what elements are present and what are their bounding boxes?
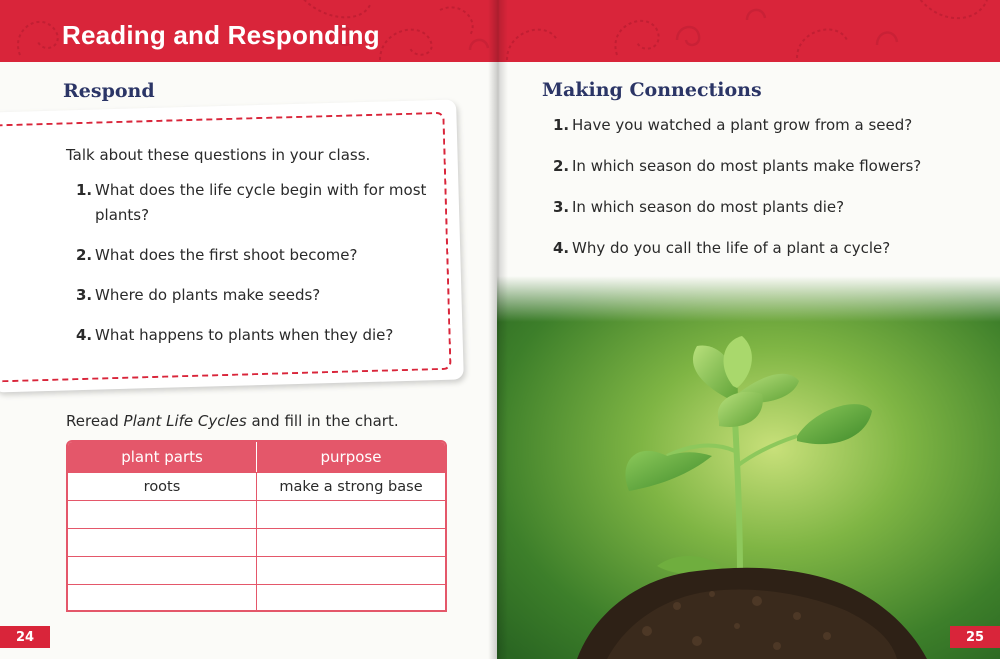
book-title: Plant Life Cycles [123, 412, 247, 430]
page-title: Reading and Responding [62, 20, 380, 50]
header-purpose: purpose [320, 448, 382, 466]
left-page [0, 0, 497, 659]
question-number: 1. [76, 181, 93, 199]
question-number: 1. [553, 116, 570, 134]
question-text: What does the first shoot become? [95, 246, 358, 264]
question-text: What does the life cycle begin with for most plants? [95, 181, 427, 224]
respond-heading: Respond [63, 80, 155, 102]
table-row [68, 556, 445, 584]
question-text: What happens to plants when they die? [95, 326, 394, 344]
respond-question-list [76, 178, 451, 363]
list-item [76, 178, 451, 228]
page-number-right: 25 [950, 626, 1000, 648]
page-number-left: 24 [0, 626, 50, 648]
list-item [553, 154, 921, 179]
question-number: 4. [76, 326, 93, 344]
list-item [553, 195, 921, 220]
table-cell[interactable] [68, 557, 257, 584]
list-item [76, 323, 451, 348]
question-text: Where do plants make seeds? [95, 286, 321, 304]
connections-heading: Making Connections [542, 79, 762, 101]
table-cell[interactable] [257, 529, 445, 556]
question-number: 2. [76, 246, 93, 264]
table-cell[interactable] [68, 529, 257, 556]
table-cell[interactable] [257, 501, 445, 528]
right-page [497, 0, 1000, 659]
respond-intro: Talk about these questions in your class. [66, 146, 371, 164]
reread-instruction [66, 412, 399, 430]
list-item [553, 113, 921, 138]
table-row [68, 584, 445, 612]
question-number: 2. [553, 157, 570, 175]
reread-after: and fill in the chart. [246, 412, 399, 430]
table-cell[interactable] [257, 585, 445, 612]
plant-parts-chart [66, 440, 447, 612]
connections-question-list [553, 113, 921, 277]
table-cell[interactable] [68, 585, 257, 612]
question-text: Have you watched a plant grow from a seed? [572, 116, 913, 134]
chart-header [68, 442, 445, 472]
question-text: In which season do most plants die? [572, 198, 845, 216]
question-number: 3. [553, 198, 570, 216]
question-number: 4. [553, 239, 570, 257]
table-cell[interactable]: roots [68, 473, 257, 500]
list-item [76, 283, 451, 308]
reread-before: Reread [66, 412, 124, 430]
question-text: In which season do most plants make flowers? [572, 157, 922, 175]
table-row [68, 528, 445, 556]
list-item [553, 236, 921, 261]
question-text: Why do you call the life of a plant a cycle? [572, 239, 891, 257]
question-number: 3. [76, 286, 93, 304]
right-banner [497, 0, 1000, 62]
table-row [68, 500, 445, 528]
header-plant-parts: plant parts [68, 442, 257, 472]
table-cell[interactable] [257, 557, 445, 584]
table-cell[interactable]: make a strong base [279, 478, 423, 495]
seedling-photo [497, 276, 1000, 659]
swirl-decoration [497, 0, 1000, 62]
table-row [68, 472, 445, 500]
left-banner [0, 0, 497, 62]
list-item [76, 243, 451, 268]
table-cell[interactable] [68, 501, 257, 528]
